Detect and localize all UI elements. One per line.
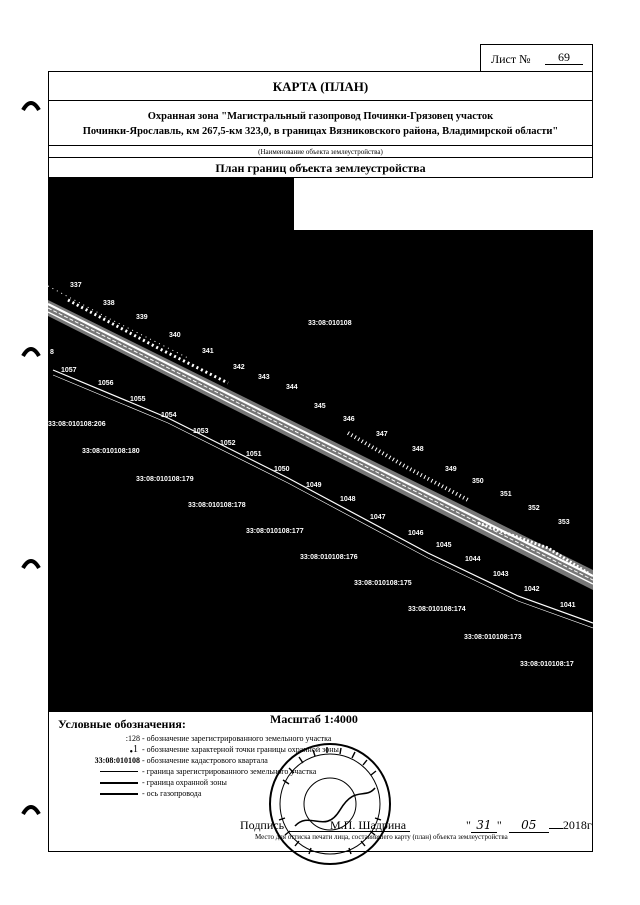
sheet-number-label: Лист № (491, 52, 531, 66)
parcel-label: 33:08:010108:206 (48, 421, 106, 428)
map-point-label: 1049 (306, 482, 322, 489)
object-name-line1: Охранная зона "Магистральный газопровод Починки-Грязовец участок (147, 111, 494, 122)
map-point-label: 1045 (436, 542, 452, 549)
map-point-label: 343 (258, 374, 270, 381)
cadastral-quarter-label: 33:08:010108 (308, 320, 352, 327)
map-point-label: 342 (233, 364, 245, 371)
date-year: 2018г (562, 818, 592, 832)
sheet-number-box (480, 44, 593, 72)
object-name (48, 101, 593, 145)
legend-symbol: •1 (129, 744, 138, 758)
map-point-label: 340 (169, 332, 181, 339)
parcel-label: 33:08:010108:174 (408, 606, 466, 613)
plan-title: План границ объекта землеустройства (48, 158, 593, 178)
signature-label: Подпись (240, 818, 285, 832)
map-point-label: 1047 (370, 514, 386, 521)
legend-text: - обозначение кадастрового квартала (142, 756, 268, 765)
map-point-label: 339 (136, 314, 148, 321)
parcel-label: 33:08:010108:173 (464, 634, 522, 641)
map-point-label: 1053 (193, 428, 209, 435)
map-point-label: 1051 (246, 451, 262, 458)
map-point-label: 1048 (340, 496, 356, 503)
map-point-label: 338 (103, 300, 115, 307)
legend-text: - обозначение зарегистрированного земельного участка (142, 734, 332, 743)
map-point-label: 1052 (220, 440, 236, 447)
punch-hole-icon (21, 342, 41, 358)
signatory-name: М.П. Шадрина (330, 818, 407, 832)
map-point-label: 347 (376, 431, 388, 438)
map-point-label: 351 (500, 491, 512, 498)
map-point-label: 1056 (98, 380, 114, 387)
parcel-label: 33:08:010108:175 (354, 580, 412, 587)
parcel-label: 33:08:010108:179 (136, 476, 194, 483)
map-point-label: 349 (445, 466, 457, 473)
parcel-label: 33:08:010108:176 (300, 554, 358, 561)
legend-text: - граница зарегистрированного земельного участка (142, 767, 317, 776)
map-point-label: 341 (202, 348, 214, 355)
punch-hole-icon (21, 554, 41, 570)
object-caption: (Наименование объекта землеустройства) (48, 145, 593, 158)
parcel-boundary-line-icon (100, 771, 138, 772)
map-point-label: 344 (286, 384, 298, 391)
punch-hole-icon (21, 800, 41, 816)
map-point-label: 1043 (493, 571, 509, 578)
parcel-label: 33:08:010108:180 (82, 448, 140, 455)
map-point-label: 1050 (274, 466, 290, 473)
map-linework (48, 178, 593, 712)
legend-text: - ось газопровода (142, 789, 202, 798)
punch-hole-icon (21, 96, 41, 112)
date-month: 05 (509, 818, 549, 833)
map-point-label: 1044 (465, 556, 481, 563)
signature-date: " 31 " 05 2018г (466, 818, 592, 832)
map-point-label: 337 (70, 282, 82, 289)
legend-title: Условные обозначения: (58, 717, 186, 731)
map-point-label: 352 (528, 505, 540, 512)
map-point-label: 350 (472, 478, 484, 485)
legend-symbol: 33:08:010108 (94, 756, 140, 765)
map-point-label: 1042 (524, 586, 540, 593)
map-point-label: 8 (50, 349, 54, 356)
parcel-label: 33:08:010108:177 (246, 528, 304, 535)
pipeline-axis-line-icon (100, 793, 138, 795)
document-title: КАРТА (ПЛАН) (48, 71, 593, 101)
map-point-label: 1057 (61, 367, 77, 374)
legend-symbol: :128 (125, 734, 140, 743)
map-point-label: 1041 (560, 602, 576, 609)
boundary-map (48, 178, 593, 712)
map-point-label: 1055 (130, 396, 146, 403)
zone-boundary-line-icon (100, 782, 138, 784)
sheet-number-value: 69 (545, 50, 583, 65)
map-point-label: 353 (558, 519, 570, 526)
map-scale: Масштаб 1:4000 (270, 712, 358, 726)
parcel-label: 33:08:010108:178 (188, 502, 246, 509)
map-point-label: 346 (343, 416, 355, 423)
legend-text: - обозначение характерной точки границы охранной зоны (142, 745, 339, 754)
map-point-label: 1046 (408, 530, 424, 537)
legend-text: - граница охранной зоны (142, 778, 227, 787)
seal-place-note: Место для оттиска печати лица, составившего карту (план) объекта землеустройства (255, 833, 508, 841)
map-point-label: 348 (412, 446, 424, 453)
date-day: 31 (471, 818, 497, 833)
parcel-label: 33:08:010108:17 (520, 661, 574, 668)
map-point-label: 345 (314, 403, 326, 410)
object-name-line2: Починки-Ярославль, км 267,5-км 323,0, в границах Вязниковского района, Владимирской области" (82, 126, 559, 137)
point-dot-icon: • (129, 747, 133, 758)
round-seal (265, 740, 395, 868)
map-point-label: 1054 (161, 412, 177, 419)
